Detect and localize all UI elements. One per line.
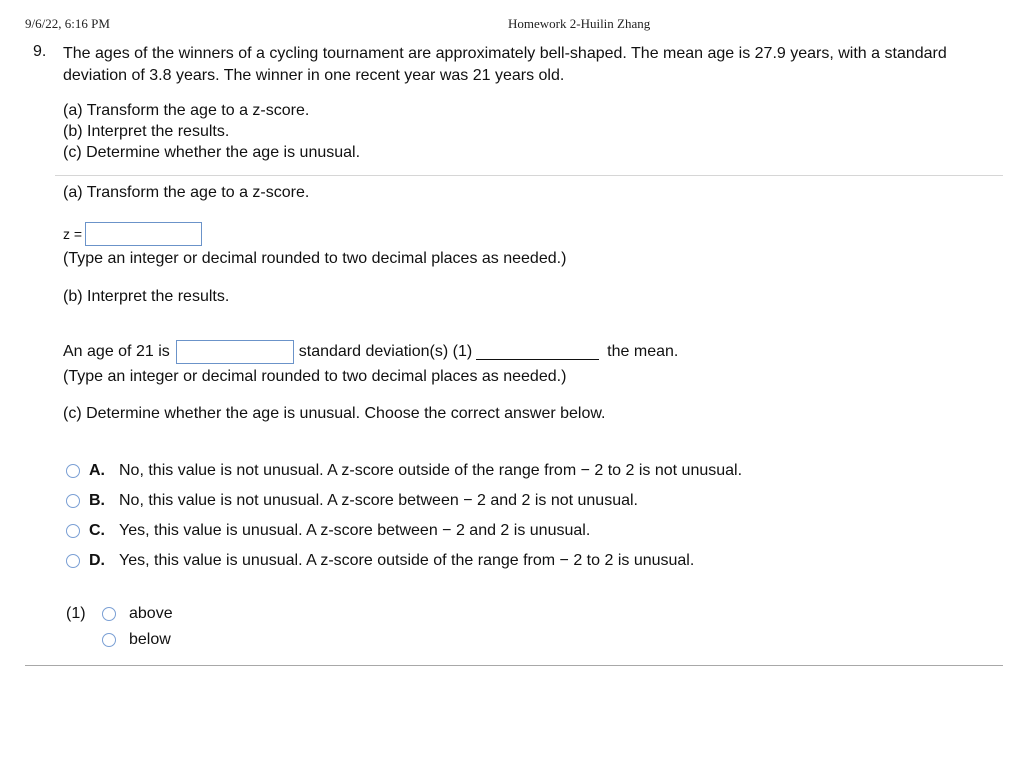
question-parts-list: [63, 100, 360, 163]
radio-icon[interactable]: [102, 633, 116, 647]
part-c-heading: (c) Determine whether the age is unusual. Choose the correct answer below.: [63, 405, 606, 422]
choice-text: No, this value is not unusual. A z-score outside of the range from − 2 to 2 is not unusual.: [119, 462, 743, 479]
print-title: Homework 2-Huilin Zhang: [508, 16, 651, 31]
option-below[interactable]: [66, 627, 173, 653]
choice-text: Yes, this value is unusual. A z-score between − 2 and 2 is unusual.: [119, 522, 591, 539]
option-label: above: [129, 605, 173, 622]
part-b-instruction: (Type an integer or decimal rounded to two decimal places as needed.): [63, 368, 567, 385]
choice-letter: A.: [89, 462, 105, 479]
print-header: [25, 16, 999, 34]
interpretation-suffix: the mean.: [607, 343, 679, 360]
radio-icon[interactable]: [66, 554, 80, 568]
interpretation-prefix: An age of 21 is: [63, 343, 170, 360]
z-label: z =: [63, 226, 83, 242]
part-a-heading: (a) Transform the age to a z-score.: [63, 184, 310, 201]
question-number: 9.: [33, 43, 47, 60]
choice-letter: B.: [89, 492, 105, 509]
z-score-row: [63, 222, 202, 246]
radio-icon[interactable]: [66, 464, 80, 478]
dropdown-1-blank[interactable]: [476, 345, 599, 360]
question-part-a: (a) Transform the age to a z-score.: [63, 102, 310, 119]
choice-d[interactable]: [66, 546, 742, 576]
part-a-instruction: (Type an integer or decimal rounded to two decimal places as needed.): [63, 250, 567, 267]
choice-b[interactable]: [66, 486, 742, 516]
radio-icon[interactable]: [66, 524, 80, 538]
option-label: below: [129, 631, 171, 648]
question-part-c: (c) Determine whether the age is unusual.: [63, 144, 361, 161]
part-b-heading: (b) Interpret the results.: [63, 288, 230, 305]
question-part-b: (b) Interpret the results.: [63, 123, 230, 140]
interpretation-row: [63, 340, 678, 364]
choice-text: No, this value is not unusual. A z-score between − 2 and 2 is not unusual.: [119, 492, 638, 509]
z-score-input[interactable]: [85, 222, 202, 246]
option-above[interactable]: [66, 601, 173, 627]
dropdown-1-label: (1): [66, 605, 86, 622]
question-text: The ages of the winners of a cycling tournament are approximately bell-shaped. The mean age is 27.9 years, with a standard deviation of 3.8 years. The winner in one recent year was 21 years old.: [63, 45, 947, 84]
choice-letter: D.: [89, 552, 105, 569]
bottom-divider: [25, 665, 1003, 666]
print-timestamp: 9/6/22, 6:16 PM: [25, 16, 110, 31]
choice-a[interactable]: [66, 456, 742, 486]
radio-icon[interactable]: [66, 494, 80, 508]
dropdown-1-options: [66, 601, 173, 653]
choice-text: Yes, this value is unusual. A z-score outside of the range from − 2 to 2 is unusual.: [119, 552, 695, 569]
radio-icon[interactable]: [102, 607, 116, 621]
choice-letter: C.: [89, 522, 105, 539]
section-divider: [55, 175, 1003, 176]
interpretation-middle: standard deviation(s) (1): [298, 343, 473, 360]
choice-c[interactable]: [66, 516, 742, 546]
std-deviations-input[interactable]: [176, 340, 294, 364]
answer-choices: [66, 456, 742, 576]
